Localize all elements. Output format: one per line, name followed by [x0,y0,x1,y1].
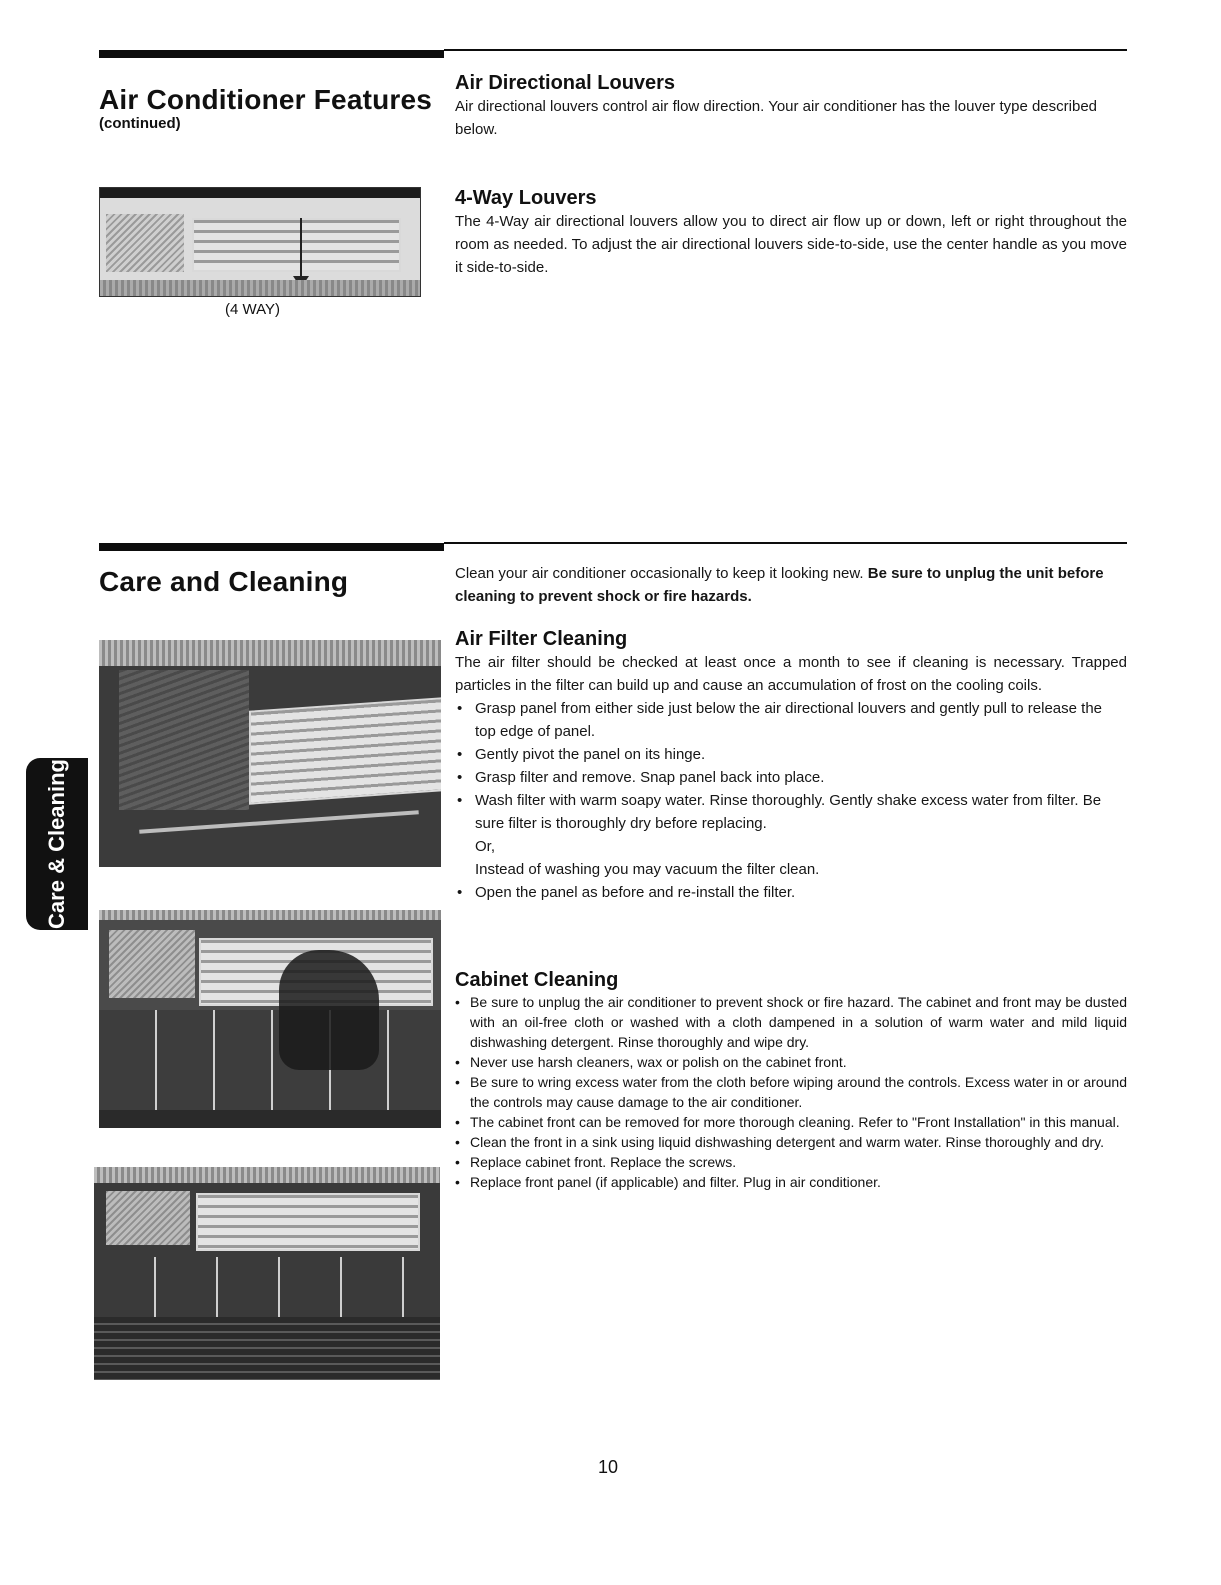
fourway-section [455,187,1127,279]
filter-step: • Wash filter with warm soapy water. Rinse thoroughly. Gently shake excess water from filter. Be sure filter is thoroughly dry before replacing. [455,789,1127,835]
cabinet-step: • Be sure to wring excess water from the cloth before wiping around the controls. Excess water in or around the controls may cause damage to the air conditioner. [455,1072,1127,1112]
cabinet-step: • Clean the front in a sink using liquid dishwashing detergent and warm water. Rinse thoroughly and dry. [455,1132,1127,1152]
section-rule-thin [444,49,1127,51]
care-intro [455,562,1127,608]
cabinet-step: • Replace front panel (if applicable) and filter. Plug in air conditioner. [455,1172,1127,1192]
fourway-text: The 4-Way air directional louvers allow you to direct air flow up or down, left or right throughout the room as needed. To adjust the air directional louvers side-to-side, use the center handle as you move it side-to-side. [455,213,1127,276]
filter-step: • Open the panel as before and re-install the filter. [455,881,1127,904]
four-way-louver-image [99,187,421,297]
page-number: 10 [598,1457,619,1477]
cabinet-section [455,969,1127,1192]
side-tab-care-cleaning[interactable] [26,758,88,930]
louvers-text: Air directional louvers control air flow direction. Your air conditioner has the louver type described below. [455,98,1098,138]
cabinet-steps [455,992,1127,1192]
four-way-caption: (4 WAY) [225,301,280,318]
filter-steps [455,697,1127,835]
cabinet-front-photo [99,910,441,1128]
care-rule-thick [99,543,444,551]
care-intro-text: Clean your air conditioner occasionally to keep it looking new. [455,565,868,582]
filter-step: • Gently pivot the panel on its hinge. [455,743,1127,766]
cabinet-heading: Cabinet Cleaning [455,969,619,991]
filter-final-step [455,881,1127,904]
care-title: Care and Cleaning [99,566,349,597]
louvers-section [455,72,1127,141]
filter-heading: Air Filter Cleaning [455,628,628,650]
cabinet-step: • Be sure to unplug the air conditioner to prevent shock or fire hazard. The cabinet and front may be dusted with an oil-free cloth or washed with a cloth dampened in a solution of warm water and mild liquid dishwashing detergent. Rinse thoroughly and wipe dry. [455,992,1127,1052]
cabinet-removed-photo [94,1167,440,1380]
section-rule-thick [99,50,444,58]
features-subtitle: (continued) [99,115,181,132]
side-tab-label: Care & Cleaning [44,759,69,929]
fourway-heading: 4-Way Louvers [455,187,597,209]
cabinet-step: • The cabinet front can be removed for more thorough cleaning. Refer to "Front Installation" in this manual. [455,1112,1127,1132]
features-title: Air Conditioner Features [99,84,433,115]
air-filter-photo [99,640,441,867]
care-intro-warning: Be sure to unplug the unit before cleaning to prevent shock or fire hazards. [455,565,1104,605]
filter-vacuum: Instead of washing you may vacuum the filter clean. [475,861,820,878]
filter-section [455,628,1127,904]
cabinet-step: • Never use harsh cleaners, wax or polish on the cabinet front. [455,1052,1127,1072]
care-rule-thin [444,542,1127,544]
filter-step: • Grasp panel from either side just below the air directional louvers and gently pull to release the top edge of panel. [455,697,1127,743]
filter-step: • Grasp filter and remove. Snap panel back into place. [455,766,1127,789]
cabinet-step: • Replace cabinet front. Replace the screws. [455,1152,1127,1172]
filter-intro: The air filter should be checked at least once a month to see if cleaning is necessary. Trapped particles in the filter can build up and cause an accumulation of frost on the cooling coils. [455,654,1127,694]
filter-or: Or, [475,838,496,855]
louvers-heading: Air Directional Louvers [455,72,676,94]
